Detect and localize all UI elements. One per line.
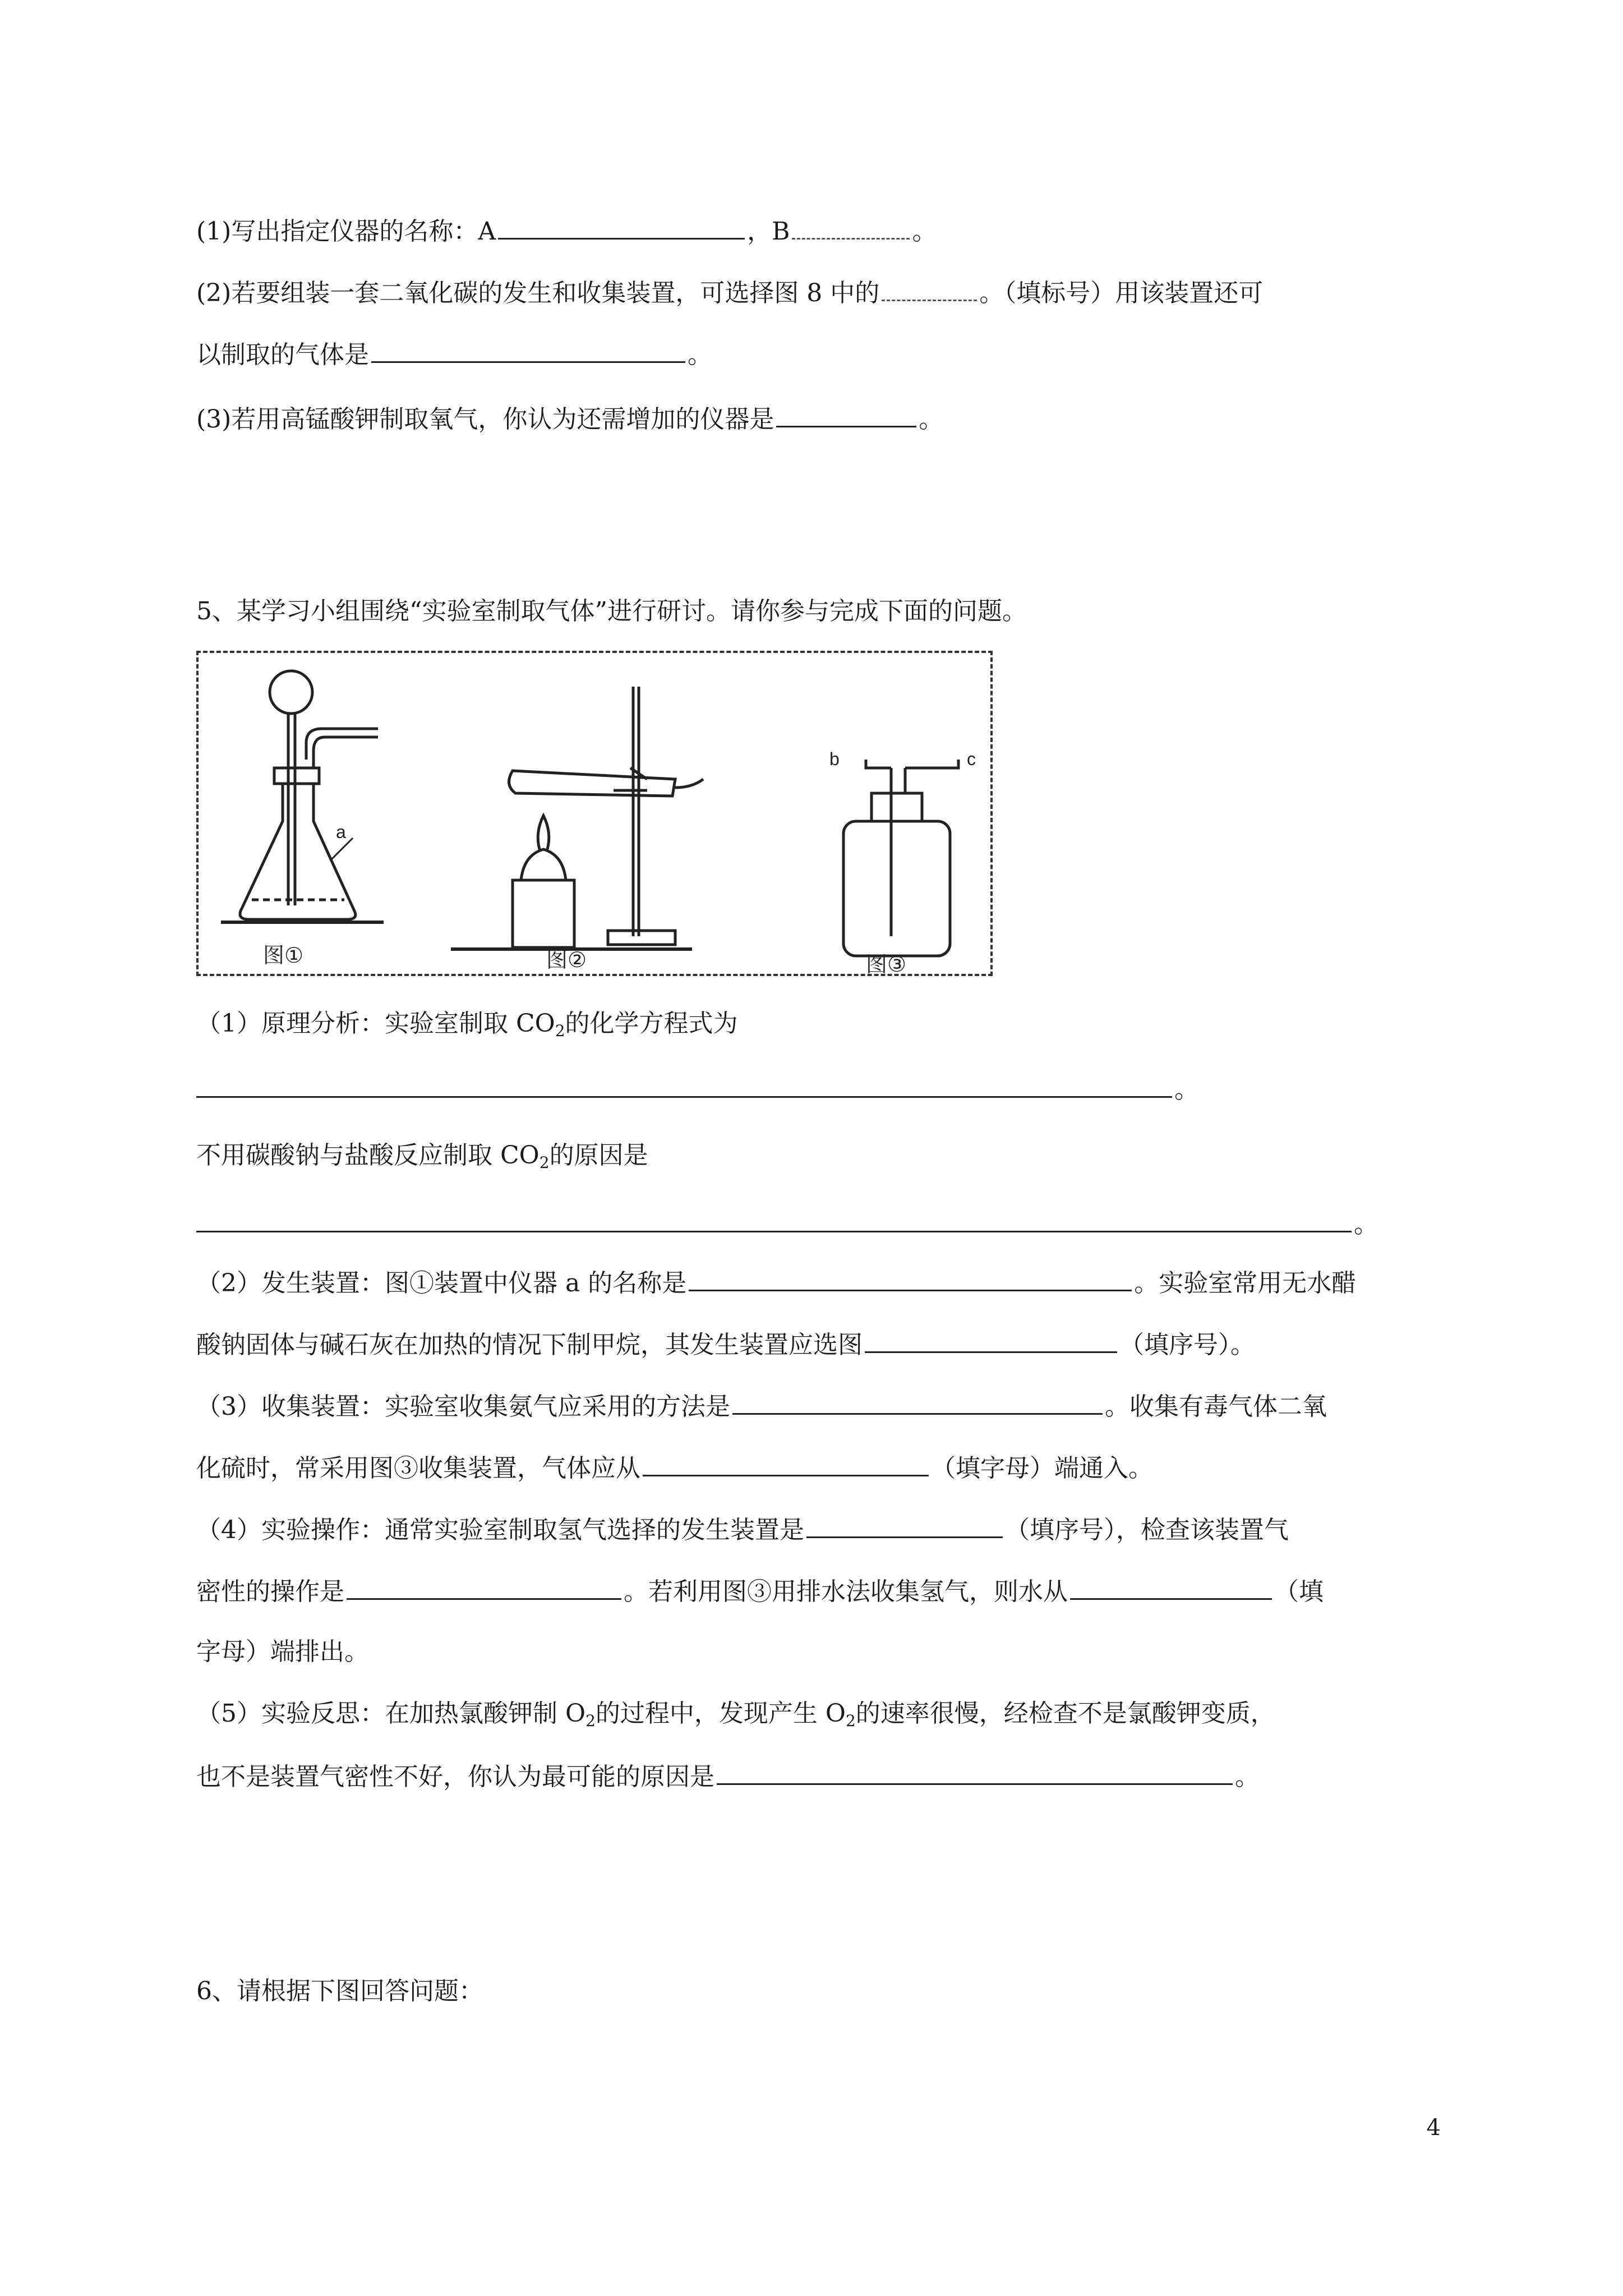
q5-text: （2）发生装置：图①装置中仪器 a 的名称是 (196, 1269, 687, 1297)
q5-s4-line-3: 字母）端排出。 (196, 1637, 369, 1666)
label-c: c (967, 749, 976, 769)
q5-text: 的过程中，发现产生 O (595, 1699, 846, 1728)
q5-text: 。实验室常用无水醋 (1134, 1269, 1357, 1297)
q4-text: 以制取的气体是 (196, 341, 369, 369)
answer-blank-check[interactable] (347, 1573, 621, 1600)
q6-title: 6、请根据下图回答问题： (196, 1977, 483, 2005)
answer-blank-device[interactable] (882, 275, 977, 301)
gas-bottle-icon (843, 760, 958, 956)
q5-text: 也不是装置气密性不好，你认为最可能的原因是 (196, 1763, 714, 1791)
q5-s5-line-1 (196, 1697, 1275, 1738)
q5-s3-line-1 (196, 1388, 1327, 1424)
answer-blank-method[interactable] (732, 1388, 1103, 1415)
q5-s4-line-1 (196, 1512, 1289, 1547)
q5-text: 。 (1354, 1210, 1378, 1239)
q4-line-3 (196, 337, 712, 372)
q4-text: (1)写出指定仪器的名称：A (196, 217, 496, 246)
apparatus-figure (196, 651, 993, 976)
q4-line-2 (196, 275, 1263, 310)
q5-text: 。 (1235, 1763, 1260, 1791)
q5-title: 5、某学习小组围绕“实验室制取气体”进行研讨。请你参与完成下面的问题。 (196, 597, 1027, 625)
q5-text: （1）原理分析：实验室制取 CO (196, 1009, 555, 1038)
q4-text: ，B (747, 217, 790, 246)
q5-text: 的速率很慢，经检查不是氯酸钾变质， (855, 1699, 1275, 1728)
q5-s1-line-4 (196, 1206, 1378, 1241)
q5-text: （4）实验操作：通常实验室制取氢气选择的发生装置是 (196, 1516, 804, 1544)
q5-text: （填字母）端通入。 (931, 1454, 1153, 1483)
answer-blank-generator[interactable] (806, 1512, 1003, 1538)
q5-text: 不用碳酸钠与盐酸反应制取 CO (196, 1141, 540, 1170)
label-a: a (336, 822, 346, 842)
subscript: 2 (539, 1153, 550, 1172)
q5-s1-line-1 (196, 1007, 738, 1048)
q5-s1-line-2 (196, 1071, 1199, 1107)
answer-blank-outlet[interactable] (1070, 1573, 1272, 1600)
answer-blank-instrument[interactable] (776, 401, 916, 427)
q5-text: （5）实验反思：在加热氯酸钾制 O (196, 1699, 586, 1728)
figure-3-label: 图③ (866, 952, 907, 977)
erlenmeyer-flask-icon (221, 671, 384, 922)
answer-blank-b[interactable] (792, 213, 910, 240)
q5-text: 的原因是 (549, 1141, 648, 1170)
subscript: 2 (585, 1711, 596, 1730)
q4-text: (3)若用高锰酸钾制取氧气，你认为还需增加的仪器是 (196, 405, 774, 434)
q5-text: 。若利用图③用排水法收集氢气，则水从 (624, 1577, 1068, 1606)
q5-text: 酸钠固体与碱石灰在加热的情况下制甲烷，其发生装置应选图 (196, 1331, 863, 1359)
q4-text: 。（填标号）用该装置还可 (979, 279, 1264, 307)
q5-text: 密性的操作是 (196, 1577, 344, 1606)
label-b: b (829, 749, 840, 769)
q5-s3-line-2 (196, 1450, 1153, 1485)
q4-text: 。 (688, 341, 712, 369)
answer-blank-inlet[interactable] (643, 1450, 929, 1476)
q5-text: （3）收集装置：实验室收集氨气应采用的方法是 (196, 1392, 730, 1421)
q4-text: (2)若要组装一套二氧化碳的发生和收集装置，可选择图 8 中的 (196, 279, 880, 307)
q4-text: 。 (919, 405, 944, 434)
heating-apparatus-icon (451, 687, 703, 949)
q5-text: 。收集有毒气体二氧 (1105, 1392, 1327, 1421)
answer-blank-instrument-a[interactable] (689, 1265, 1132, 1291)
q5-text: 化硫时，常采用图③收集装置，气体应从 (196, 1454, 640, 1483)
q4-text: 。 (912, 217, 937, 246)
answer-blank-cause[interactable] (717, 1759, 1233, 1785)
q5-s4-line-2 (196, 1573, 1324, 1609)
answer-blank-figure[interactable] (865, 1327, 1117, 1353)
q5-text: （填序号），检查该装置气 (1005, 1516, 1289, 1544)
q4-line-4 (196, 401, 943, 436)
answer-blank-equation[interactable] (196, 1071, 1172, 1098)
page-number: 4 (1426, 2115, 1441, 2141)
q5-s1-line-3 (196, 1139, 648, 1180)
q5-s2-line-2 (196, 1327, 1255, 1362)
apparatus-drawing (199, 653, 995, 978)
subscript: 2 (555, 1022, 565, 1040)
q5-text: 的化学方程式为 (565, 1009, 738, 1038)
q5-text: 。 (1174, 1075, 1199, 1104)
figure-2-label: 图② (546, 947, 587, 972)
q5-text: （填序号）。 (1119, 1331, 1255, 1359)
subscript: 2 (845, 1711, 856, 1730)
q5-s2-line-1 (196, 1265, 1356, 1300)
q5-s5-line-2 (196, 1759, 1260, 1794)
q4-line-1 (196, 213, 937, 249)
answer-blank-a[interactable] (498, 213, 745, 240)
q5-text: （填 (1274, 1577, 1324, 1606)
answer-blank-gas[interactable] (371, 337, 685, 363)
figure-1-label: 图① (263, 943, 304, 968)
answer-blank-reason[interactable] (196, 1206, 1352, 1232)
